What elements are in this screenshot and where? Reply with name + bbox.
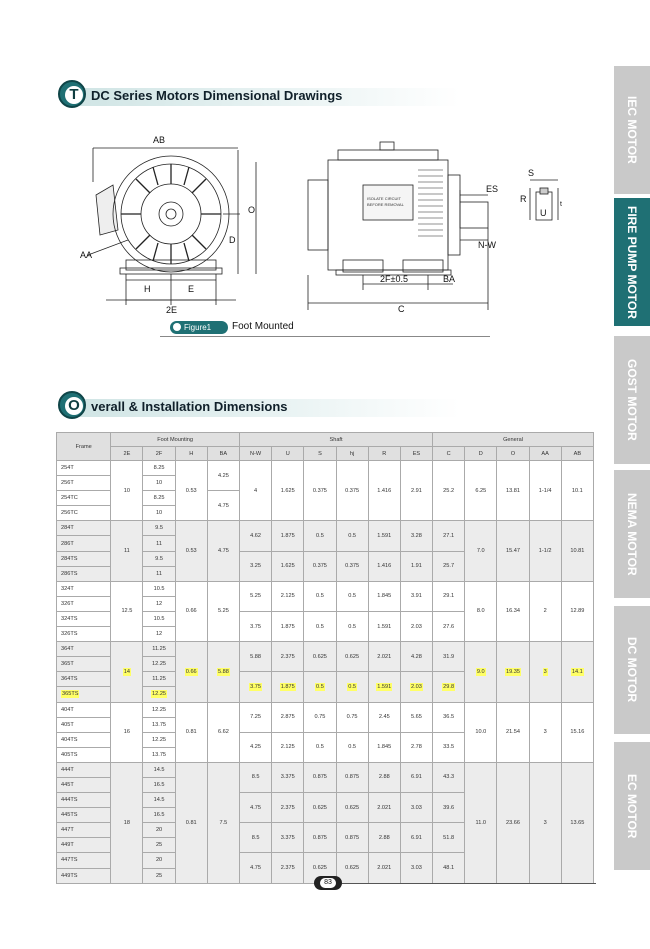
dim-label-r: R [520,194,527,204]
section-header-dimensions [58,391,458,421]
table-row: 326T 12 [57,596,594,611]
dim-label-aa: AA [80,250,93,260]
col-u: U [272,447,304,461]
figure-badge: Figure1 [170,321,228,334]
dim-label-s: S [528,168,535,178]
page-number-badge [314,876,342,890]
page-number: 83 [320,878,336,888]
col-h: H [175,447,207,461]
tab-gost-motor[interactable]: GOST MOTOR [614,336,650,464]
dim-label-nw: N-W [478,240,496,250]
dim-label-o: O [248,205,256,215]
table-row: 256TC 10 [57,506,594,521]
dim-label-t: t [560,201,562,208]
table-row: 254TC 8.25 4.75 [57,491,594,506]
dim-label-ba: BA [443,274,456,284]
section-header-drawings [58,80,458,110]
table-row: 445T 16.5 [57,777,594,792]
col-2e: 2E [111,447,143,461]
dim-label-h: H [144,284,151,294]
table-row: 444TS 14.5 4.75 2.375 0.625 0.625 2.021 3.03 39.6 [57,793,594,808]
col-r: R [368,447,400,461]
col-es: ES [400,447,432,461]
tab-fire-pump-motor[interactable]: FIRE PUMP MOTOR [614,198,650,326]
dim-label-d: D [229,235,236,245]
tab-ec-motor[interactable]: EC MOTOR [614,742,650,870]
tab-nema-motor[interactable]: NEMA MOTOR [614,470,650,598]
header-foot-mounting: Foot Mounting [111,433,240,447]
section-badge: T [58,80,86,108]
table-row: 256T 10 [57,476,594,491]
section-title: DC Series Motors Dimensional Drawings [91,88,343,103]
table-row: 364T 14 11.25 0.66 5.88 5.88 2.375 0.625 0.625 2.021 4.28 31.9 9.0 19.35 3 14.1 [57,642,594,657]
table-row: 447T 20 8.5 3.375 0.875 0.875 2.88 6.91 51.8 [57,823,594,838]
table-row: 405TS 13.75 [57,747,594,762]
table-row: 404TS 12.25 4.25 2.125 0.5 0.5 1.845 2.78 33.5 [57,732,594,747]
tab-dc-motor[interactable]: DC MOTOR [614,606,650,734]
dim-label-2e: 2E [166,305,178,315]
dim-label-ab: AB [153,135,166,145]
col-ba: BA [207,447,239,461]
table-row: 254T 10 8.25 0.53 4.25 4 1.625 0.375 0.375 1.416 2.91 25.2 6.25 13.81 1-1/4 10.1 [57,461,594,476]
col-d: D [465,447,497,461]
table-row: 286TS 11 [57,566,594,581]
table-row: 364TS 11.25 3.75 1.875 0.5 0.5 1.591 2.03 29.8 [57,672,594,687]
figure-caption-text: Foot Mounted [232,321,294,332]
col-s: S [304,447,336,461]
dim-label-es: ES [486,184,499,194]
table-row: 286T 11 [57,536,594,551]
section-title: verall & Installation Dimensions [91,399,288,414]
col-c: C [433,447,465,461]
nameplate-text-2: BEFORE REMOVAL [367,202,404,207]
table-row: 444T 18 14.5 0.81 7.5 8.5 3.375 0.875 0.875 2.88 6.91 43.3 11.0 23.66 3 13.65 [57,762,594,777]
col-o: O [497,447,529,461]
col-ab: AB [561,447,593,461]
table-row: 284T 11 9.5 0.53 4.75 4.62 1.875 0.5 0.5 1.591 3.28 27.1 7.0 15.47 1-1/2 10.81 [57,521,594,536]
nameplate-text-1: ISOLATE CIRCUIT [367,196,401,201]
col-hj: hj [336,447,368,461]
table-row: 405T 13.75 [57,717,594,732]
table-row: 449TS 25 [57,868,594,883]
table-row: 447TS 20 4.75 2.375 0.625 0.625 2.021 3.03 48.1 [57,853,594,868]
dimensions-table [56,432,594,884]
table-row: 449T 25 [57,838,594,853]
header-frame: Frame [57,433,111,461]
tab-iec-motor[interactable]: IEC MOTOR [614,66,650,194]
col-2f: 2F [143,447,175,461]
table-row: 284TS 9.5 3.25 1.625 0.375 0.375 1.416 1.91 25.7 [57,551,594,566]
motor-dimensional-drawing [58,120,578,315]
table-row: 324T 12.5 10.5 0.66 5.25 5.25 2.125 0.5 0.5 1.845 3.91 29.1 8.0 16.34 2 12.89 [57,581,594,596]
dim-label-c: C [398,304,405,314]
col-aa: AA [529,447,561,461]
table-row: 324TS 10.5 3.75 1.875 0.5 0.5 1.591 2.03 27.6 [57,611,594,626]
table-row: 445TS 16.5 [57,808,594,823]
footer-rule [342,883,596,884]
col-nw: N-W [240,447,272,461]
table-row: 326TS 12 [57,627,594,642]
header-shaft: Shaft [240,433,433,447]
table-row: 404T 16 12.25 0.81 6.62 7.25 2.875 0.75 0.75 2.45 5.65 36.5 10.0 21.54 3 15.16 [57,702,594,717]
figure-caption [160,320,490,337]
table-row: 365T 12.25 [57,657,594,672]
dim-label-u: U [540,208,547,218]
dim-label-2f: 2F±0.5 [380,274,408,284]
dim-label-e: E [188,284,195,294]
table-row-highlighted: 365TS 12.25 [57,687,594,702]
section-badge: O [58,391,86,419]
header-general: General [433,433,594,447]
